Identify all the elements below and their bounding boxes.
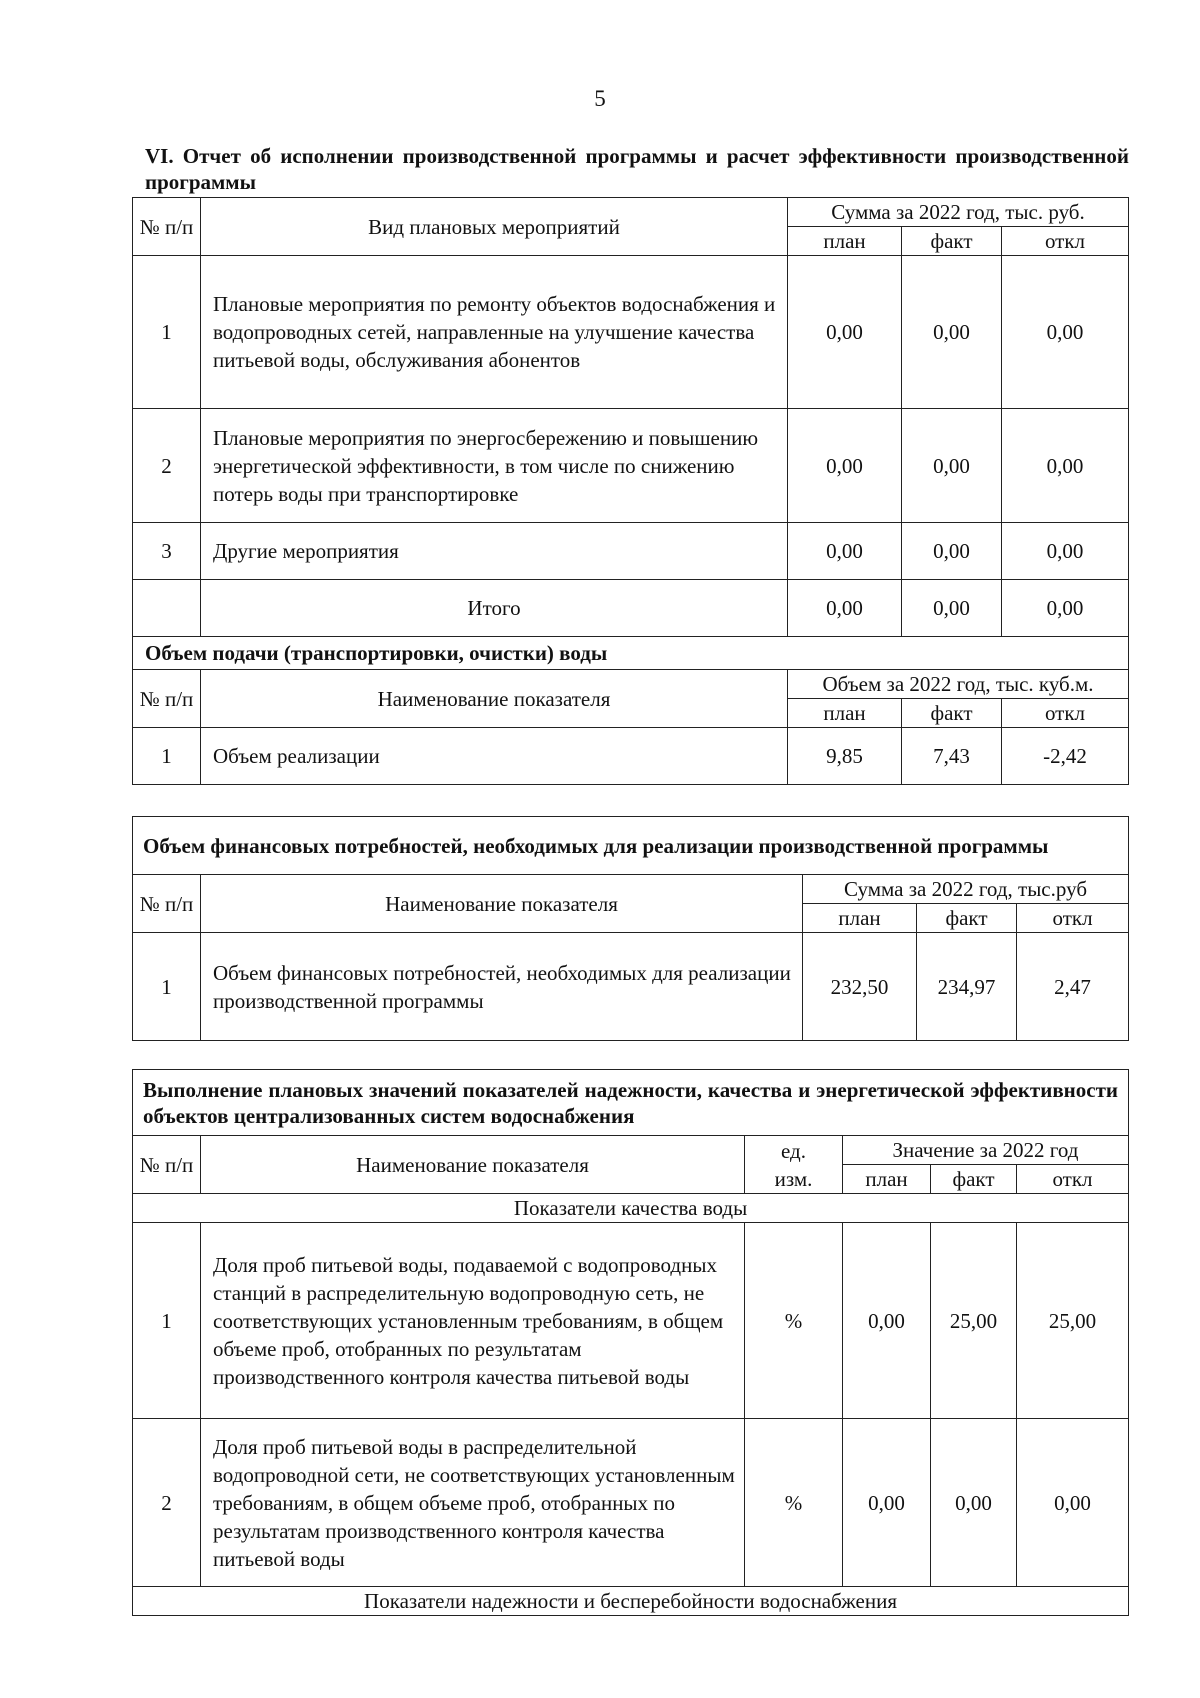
row-fact: 0,00: [931, 1419, 1017, 1587]
table-row: [133, 523, 1129, 580]
reliability-quality-table: [132, 1069, 1129, 1616]
header-num: № п/п: [133, 198, 201, 256]
total-row: [133, 580, 1129, 637]
row-name: Плановые мероприятия по энергосбережению и повышению энергетической эффективности, в том числе по снижению потерь воды при транспортировке: [201, 409, 788, 523]
subsection-reliability: Показатели надежности и бесперебойности водоснабжения: [133, 1587, 1129, 1616]
row-fact: 0,00: [902, 523, 1002, 580]
page-number: 5: [594, 86, 606, 111]
row-fact: 7,43: [902, 728, 1002, 785]
header-num: № п/п: [133, 1136, 201, 1194]
row-fact: 0,00: [902, 409, 1002, 523]
header-deviation: откл: [1002, 699, 1129, 728]
row-plan: 0,00: [788, 409, 902, 523]
header-name: Наименование показателя: [201, 670, 788, 728]
section-title-financial-needs: Объем финансовых потребностей, необходимых для реализации производственной программы: [133, 817, 1129, 875]
row-plan: 0,00: [843, 1223, 931, 1419]
header-deviation: откл: [1017, 904, 1129, 933]
row-deviation: 2,47: [1017, 933, 1129, 1041]
table-row: [133, 256, 1129, 409]
header-unit: ед. изм.: [745, 1136, 843, 1194]
row-fact: 25,00: [931, 1223, 1017, 1419]
row-name: Плановые мероприятия по ремонту объектов водоснабжения и водопроводных сетей, направленные на улучшение качества питьевой воды, обслуживания абонентов: [201, 256, 788, 409]
row-plan: 0,00: [788, 256, 902, 409]
row-plan: 0,00: [788, 523, 902, 580]
row-unit: %: [745, 1419, 843, 1587]
header-name: Вид плановых мероприятий: [201, 198, 788, 256]
header-deviation: откл: [1017, 1165, 1129, 1194]
header-fact: факт: [902, 699, 1002, 728]
header-num: № п/п: [133, 670, 201, 728]
row-num: 1: [133, 1223, 201, 1419]
total-deviation: 0,00: [1002, 580, 1129, 637]
header-plan: план: [788, 699, 902, 728]
total-num-cell: [133, 580, 201, 637]
row-name: Доля проб питьевой воды, подаваемой с водопроводных станций в распределительную водопроводную сеть, не соответствующих установленным требованиям, в общем объеме проб, отобранных по результатам производственного контроля качества питьевой воды: [201, 1223, 745, 1419]
row-num: 1: [133, 728, 201, 785]
row-num: 1: [133, 256, 201, 409]
table-row: [133, 933, 1129, 1041]
subsection-water-quality: Показатели качества воды: [133, 1194, 1129, 1223]
header-plan: план: [803, 904, 917, 933]
row-num: 2: [133, 1419, 201, 1587]
row-deviation: 0,00: [1002, 256, 1129, 409]
row-name: Другие мероприятия: [201, 523, 788, 580]
header-fact: факт: [917, 904, 1017, 933]
header-group: Объем за 2022 год, тыс. куб.м.: [788, 670, 1129, 699]
row-name: Объем финансовых потребностей, необходимых для реализации производственной программы: [201, 933, 803, 1041]
row-name: Доля проб питьевой воды в распределительной водопроводной сети, не соответствующих установленным требованиям, в общем объеме проб, отобранных по результатам производственного контроля качества питьевой воды: [201, 1419, 745, 1587]
row-unit: %: [745, 1223, 843, 1419]
total-fact: 0,00: [902, 580, 1002, 637]
header-group: Значение за 2022 год: [843, 1136, 1129, 1165]
row-deviation: 0,00: [1017, 1419, 1129, 1587]
row-num: 3: [133, 523, 201, 580]
header-deviation: откл: [1002, 227, 1129, 256]
row-plan: 232,50: [803, 933, 917, 1041]
header-group: Сумма за 2022 год, тыс. руб.: [788, 198, 1129, 227]
section-title-water-volume: Объем подачи (транспортировки, очистки) воды: [133, 637, 1129, 670]
row-fact: 234,97: [917, 933, 1017, 1041]
row-deviation: 0,00: [1002, 523, 1129, 580]
section-title-program-report: VI. Отчет об исполнении производственной программы и расчет эффективности производственной программы: [145, 144, 1129, 194]
row-fact: 0,00: [902, 256, 1002, 409]
header-fact: факт: [902, 227, 1002, 256]
header-name: Наименование показателя: [201, 875, 803, 933]
table-row: [133, 1223, 1129, 1419]
header-name: Наименование показателя: [201, 1136, 745, 1194]
header-plan: план: [843, 1165, 931, 1194]
header-plan: план: [788, 227, 902, 256]
header-fact: факт: [931, 1165, 1017, 1194]
financial-needs-table: [132, 816, 1129, 1041]
row-name: Объем реализации: [201, 728, 788, 785]
total-plan: 0,00: [788, 580, 902, 637]
row-deviation: -2,42: [1002, 728, 1129, 785]
section-title-reliability: Выполнение плановых значений показателей надежности, качества и энергетической эффективности объектов централизованных систем водоснабжения: [133, 1070, 1129, 1136]
row-deviation: 0,00: [1002, 409, 1129, 523]
row-plan: 9,85: [788, 728, 902, 785]
header-group: Сумма за 2022 год, тыс.руб: [803, 875, 1129, 904]
table-row: [133, 1419, 1129, 1587]
row-num: 1: [133, 933, 201, 1041]
row-deviation: 25,00: [1017, 1223, 1129, 1419]
row-plan: 0,00: [843, 1419, 931, 1587]
total-label: Итого: [201, 580, 788, 637]
table-row: [133, 728, 1129, 785]
program-measures-table: [132, 197, 1129, 785]
header-num: № п/п: [133, 875, 201, 933]
table-row: [133, 409, 1129, 523]
row-num: 2: [133, 409, 201, 523]
